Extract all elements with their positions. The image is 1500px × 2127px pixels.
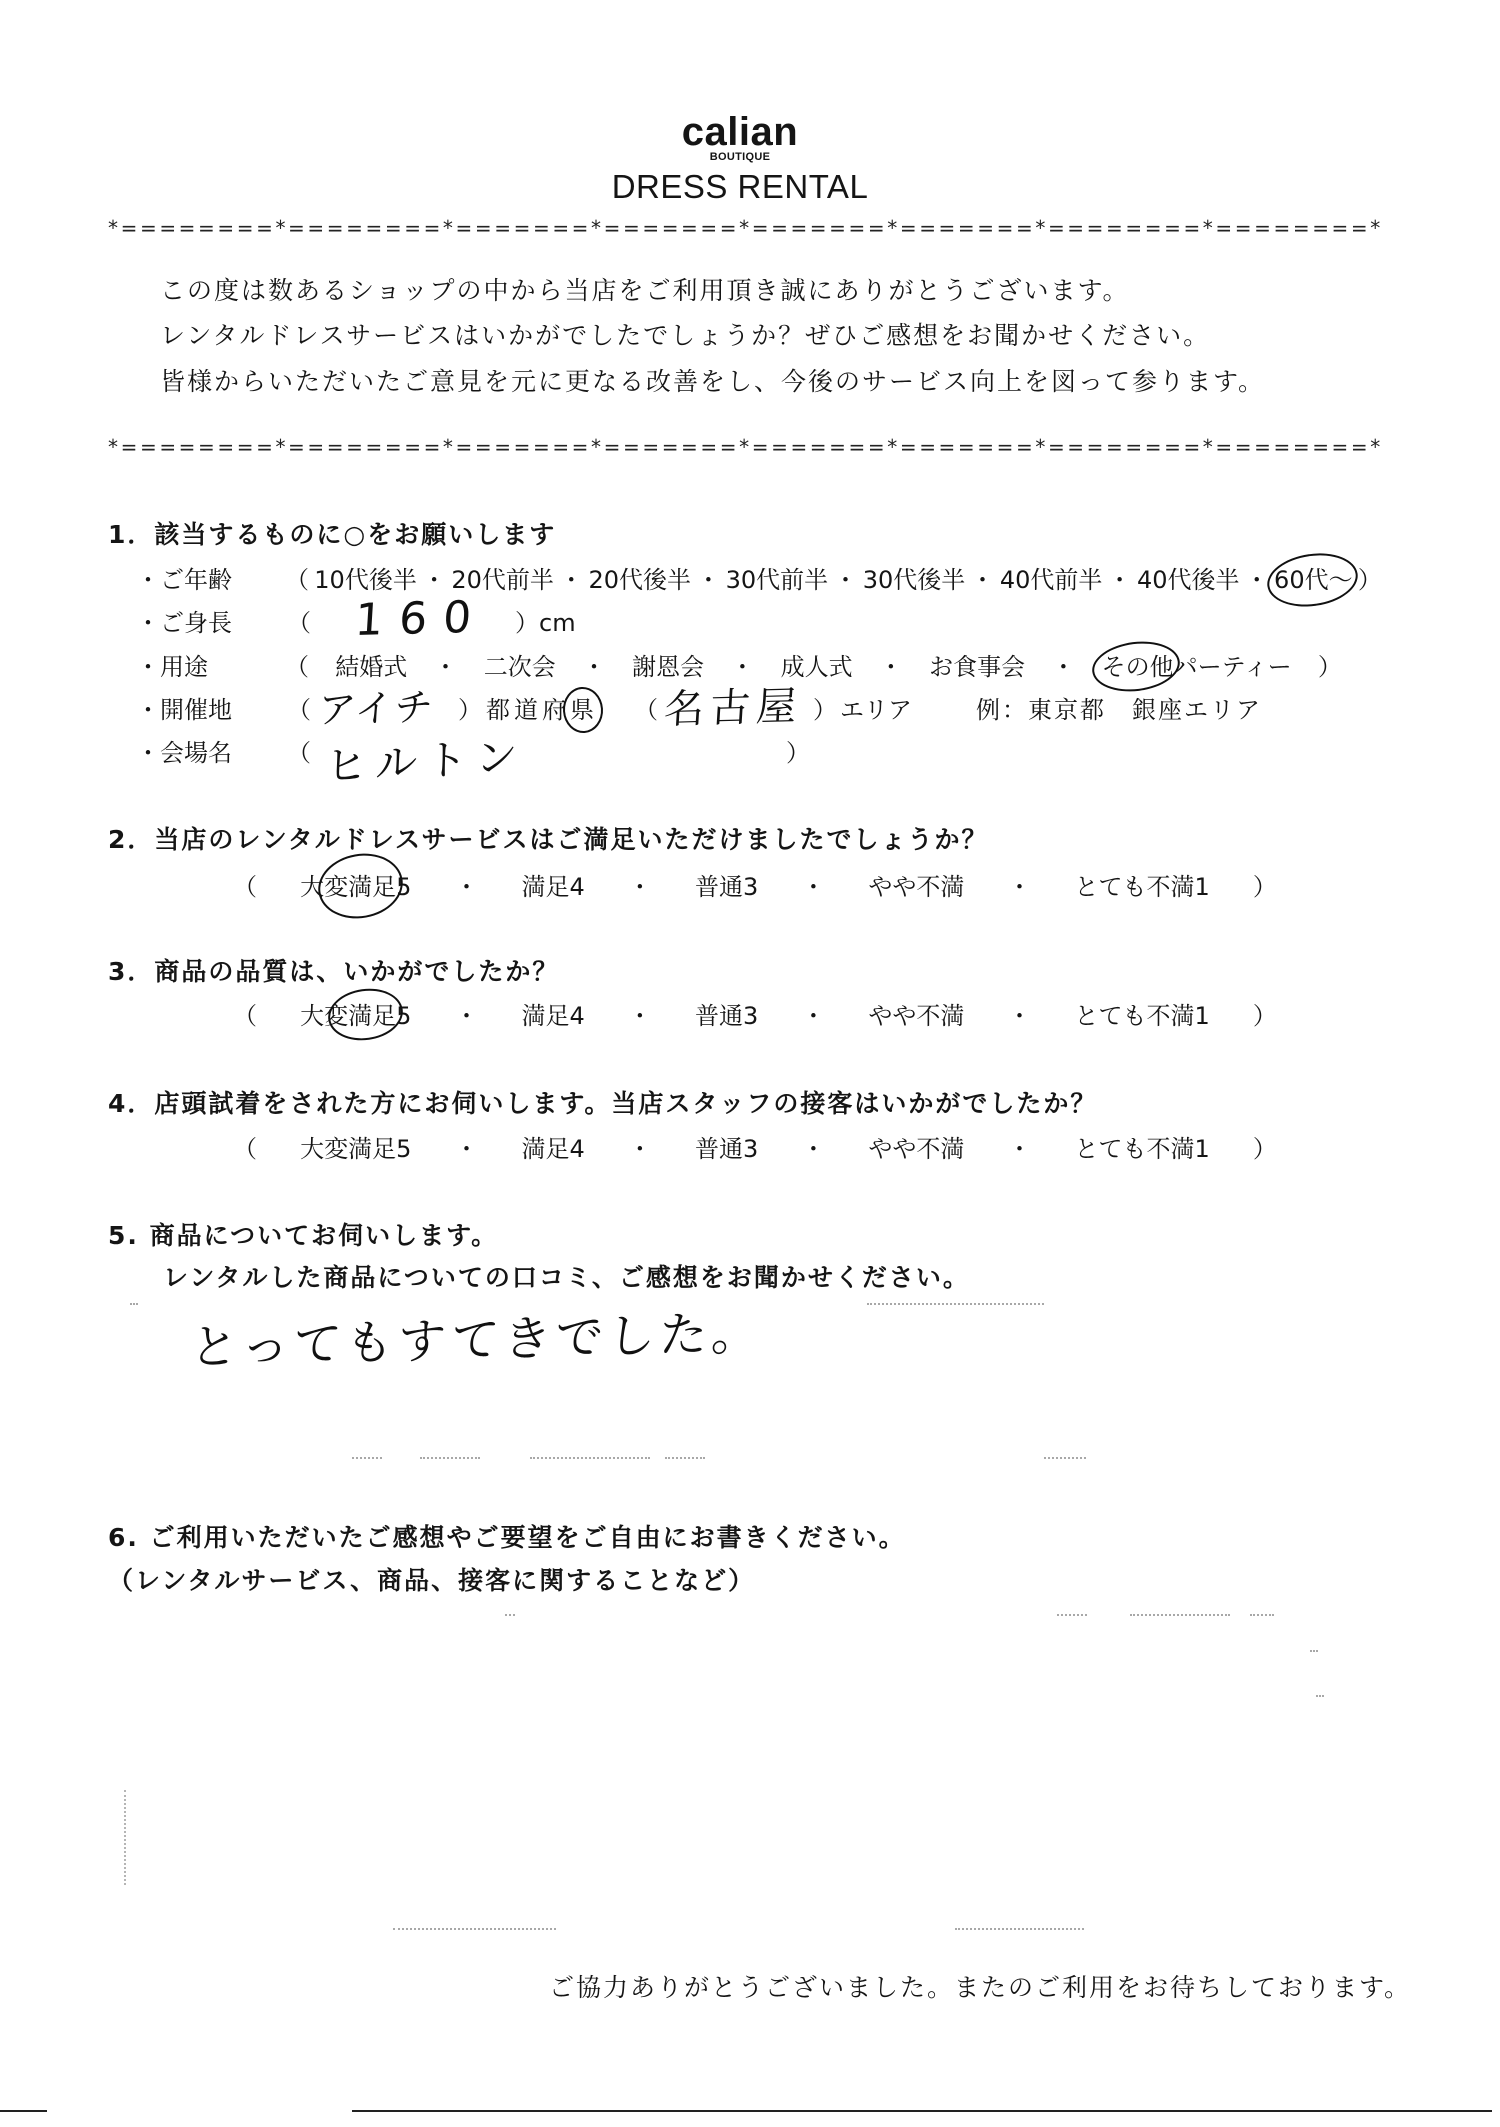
scan-noise xyxy=(124,1790,126,1885)
paren-close: ） xyxy=(1317,653,1342,681)
intro-line: レンタルドレスサービスはいかがでしたでしょうか？ぜひご感想をお聞かせください。 xyxy=(160,321,1211,350)
separator-dot: ・ xyxy=(1007,1135,1032,1163)
paren-close: ） xyxy=(1252,1135,1277,1163)
paren-open: （ xyxy=(233,873,257,901)
bottom-rule xyxy=(0,2110,47,2112)
intro-line: 皆様からいただいたご意見を元に更なる改善をし、今後のサービス向上を図って参ります。 xyxy=(160,367,1266,396)
satisfaction-option: 普通3 xyxy=(694,1002,759,1030)
scan-noise xyxy=(505,1614,515,1616)
scan-noise xyxy=(1130,1614,1230,1616)
separator-dot: ・ xyxy=(1107,566,1132,594)
separator-dot: ・ xyxy=(454,873,479,901)
scan-noise xyxy=(955,1928,1084,1930)
age-option: 40代前半 xyxy=(999,566,1103,594)
separator-dot: ・ xyxy=(730,653,755,681)
purpose-options xyxy=(285,652,1342,682)
question-6-prompt: （レンタルサービス、商品、接客に関することなど） xyxy=(108,1566,756,1595)
age-option: 40代後半 xyxy=(1136,566,1240,594)
separator-dot: ・ xyxy=(1007,1002,1032,1030)
satisfaction-option: 満足4 xyxy=(521,873,585,901)
purpose-option: その他 xyxy=(1101,653,1174,681)
age-option: 30代後半 xyxy=(862,566,966,594)
separator-dot: ・ xyxy=(559,566,584,594)
paren-open: （ xyxy=(233,1002,257,1030)
question-5-answer-handwritten: とってもすてきでした。 xyxy=(188,1305,766,1376)
question-6-heading: 6. ご利用いただいたご感想やご要望をご自由にお書きください。 xyxy=(108,1523,906,1552)
paren-open: （ xyxy=(634,696,658,724)
age-option: 20代前半 xyxy=(451,566,554,594)
satisfaction-option: 満足4 xyxy=(521,1135,585,1163)
separator-dot: ・ xyxy=(627,873,652,901)
scan-noise xyxy=(1250,1614,1274,1616)
purpose-label: ・用途 xyxy=(136,653,208,681)
question-5-prompt: レンタルした商品についての口コミ、ご感想をお聞かせください。 xyxy=(163,1263,970,1292)
separator-line: *========*========*=======*=======*=======*=======*========*========* xyxy=(108,216,1383,240)
separator-dot: ・ xyxy=(878,653,903,681)
paren-open: （ xyxy=(287,696,311,724)
prefecture-type-option: 府 xyxy=(542,696,566,724)
satisfaction-option: やや不満 xyxy=(868,873,965,901)
scan-noise xyxy=(393,1928,556,1930)
scan-noise xyxy=(130,1303,138,1305)
paren-close: ） xyxy=(813,696,837,724)
paren-close: ） xyxy=(1357,566,1382,594)
paren-close: ） xyxy=(515,609,539,637)
venue-handwritten: ヒルトン xyxy=(324,731,526,791)
question-2-heading: 2．当店のレンタルドレスサービスはご満足いただけましたでしょうか？ xyxy=(108,825,989,854)
age-option: 20代後半 xyxy=(588,566,692,594)
satisfaction-option: とても不満1 xyxy=(1074,873,1210,901)
purpose-other-suffix: パーティー xyxy=(1173,653,1292,681)
separator-dot: ・ xyxy=(833,566,858,594)
separator-dot: ・ xyxy=(627,1135,652,1163)
location-example: 例：東京都 銀座エリア xyxy=(976,696,1262,724)
prefecture-type-option: 都 xyxy=(486,696,510,724)
scan-noise xyxy=(1316,1695,1324,1697)
prefecture-type-options xyxy=(458,695,598,725)
satisfaction-options xyxy=(233,1001,1277,1031)
separator-dot: ・ xyxy=(454,1135,479,1163)
area-suffix: エリア xyxy=(840,696,912,724)
separator-dot: ・ xyxy=(801,1002,826,1030)
separator-dot: ・ xyxy=(801,1135,826,1163)
separator-dot: ・ xyxy=(422,566,447,594)
footer-thanks: ご協力ありがとうございました。またのご利用をお待ちしております。 xyxy=(549,1973,1412,2002)
brand-logo: calian xyxy=(681,110,799,154)
purpose-option: 二次会 xyxy=(483,653,556,681)
question-2-scale xyxy=(0,872,1500,902)
separator-line: *========*========*=======*=======*=======*=======*========*========* xyxy=(108,435,1383,459)
height-label: ・ご身長 xyxy=(136,609,232,637)
scan-noise xyxy=(1057,1614,1087,1616)
area-handwritten: 名古屋 xyxy=(662,683,804,733)
age-label: ・ご年齢 xyxy=(136,566,232,594)
satisfaction-option: とても不満1 xyxy=(1074,1135,1210,1163)
question-4-scale xyxy=(0,1134,1500,1164)
paren-close: ） xyxy=(786,739,810,767)
question-1-heading: 1．該当するものに○をお願いします xyxy=(108,520,557,549)
paren-open: （ xyxy=(285,566,309,594)
purpose-row xyxy=(0,652,1500,682)
separator-dot: ・ xyxy=(581,653,606,681)
satisfaction-option: 大変満足5 xyxy=(300,873,412,901)
intro-line: この度は数あるショップの中から当店をご利用頂き誠にありがとうございます。 xyxy=(160,276,1130,305)
separator-dot: ・ xyxy=(454,1002,479,1030)
satisfaction-option: 普通3 xyxy=(694,873,759,901)
paren-open: （ xyxy=(233,1135,257,1163)
question-3-scale xyxy=(0,1001,1500,1031)
satisfaction-option: とても不満1 xyxy=(1074,1002,1210,1030)
satisfaction-option: やや不満 xyxy=(868,1002,965,1030)
satisfaction-option: やや不満 xyxy=(868,1135,965,1163)
purpose-option: お食事会 xyxy=(929,653,1026,681)
height-unit: cm xyxy=(539,609,576,637)
location-row xyxy=(0,683,1500,733)
purpose-option: 結婚式 xyxy=(335,653,408,681)
purpose-option: 成人式 xyxy=(780,653,853,681)
satisfaction-option: 大変満足5 xyxy=(300,1135,412,1163)
scan-noise xyxy=(352,1457,382,1459)
scan-noise xyxy=(530,1457,650,1459)
height-row xyxy=(0,591,1500,646)
separator-dot: ・ xyxy=(627,1002,652,1030)
scan-noise xyxy=(1044,1457,1086,1459)
paren-open: （ xyxy=(287,609,311,637)
brand-subtitle: BOUTIQUE xyxy=(709,151,771,163)
prefecture-type-option: 県 xyxy=(570,696,594,724)
question-5-heading: 5. 商品についてお伺いします。 xyxy=(108,1221,499,1250)
purpose-other-option xyxy=(1102,652,1292,682)
page-title: DRESS RENTAL xyxy=(611,168,869,205)
paren-open: （ xyxy=(285,653,309,681)
age-option: 30代前半 xyxy=(725,566,829,594)
age-option: 10代後半 xyxy=(314,566,417,594)
separator-dot: ・ xyxy=(1244,566,1269,594)
scan-noise xyxy=(1310,1650,1318,1652)
paren-open: （ xyxy=(287,739,311,767)
satisfaction-options xyxy=(233,1134,1277,1164)
paren-close: ） xyxy=(458,696,482,724)
paren-close: ） xyxy=(1252,1002,1277,1030)
satisfaction-option: 大変満足5 xyxy=(300,1002,412,1030)
prefecture-type-option: 道 xyxy=(514,696,538,724)
prefecture-handwritten: アイチ xyxy=(316,684,437,732)
location-label: ・開催地 xyxy=(136,696,232,724)
separator-dot: ・ xyxy=(1051,653,1076,681)
scan-noise xyxy=(420,1457,480,1459)
height-value-handwritten: 160 xyxy=(353,591,489,646)
age-row xyxy=(0,565,1500,595)
age-options xyxy=(285,565,1382,595)
separator-dot: ・ xyxy=(970,566,995,594)
satisfaction-options xyxy=(233,872,1277,902)
satisfaction-option: 満足4 xyxy=(521,1002,585,1030)
scan-noise xyxy=(867,1303,1044,1305)
question-3-heading: 3．商品の品質は、いかがでしたか？ xyxy=(108,957,560,986)
scan-noise xyxy=(665,1457,705,1459)
separator-dot: ・ xyxy=(801,873,826,901)
venue-label: ・会場名 xyxy=(136,739,232,767)
separator-dot: ・ xyxy=(696,566,721,594)
purpose-option: 謝恩会 xyxy=(632,653,705,681)
satisfaction-option: 普通3 xyxy=(694,1135,759,1163)
question-4-heading: 4．店頭試着をされた方にお伺いします。当店スタッフの接客はいかがでしたか？ xyxy=(108,1089,1098,1118)
paren-close: ） xyxy=(1252,873,1277,901)
separator-dot: ・ xyxy=(1007,873,1032,901)
venue-row xyxy=(0,731,1500,791)
separator-dot: ・ xyxy=(433,653,458,681)
age-option: 60代～ xyxy=(1274,566,1353,594)
bottom-rule xyxy=(352,2110,1492,2112)
